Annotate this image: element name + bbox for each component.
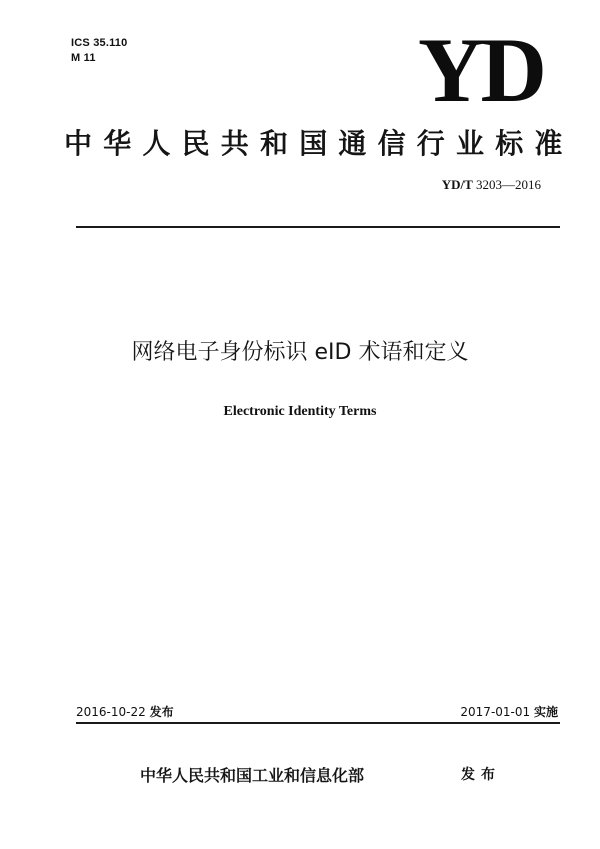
standard-prefix: YD/T [441, 177, 473, 192]
issue-date-suffix: 发布 [149, 705, 174, 719]
issue-date: 2016-10-22 [76, 705, 146, 719]
bottom-divider [76, 722, 560, 724]
implementation-date: 2017-01-01 [460, 705, 531, 719]
standard-number: 3203—2016 [476, 177, 541, 192]
ics-code: ICS 35.110 [71, 37, 128, 49]
standard-code [442, 177, 541, 193]
yd-logo: YD [418, 19, 543, 121]
issue-date-line [76, 703, 174, 720]
top-divider [76, 226, 560, 228]
classification-codes [71, 36, 127, 66]
category-code: M 11 [71, 52, 96, 64]
document-title-chinese: 网络电子身份标识 eID 术语和定义 [131, 340, 469, 365]
issuing-authority: 中华人民共和国工业和信息化部 [140, 766, 365, 785]
implementation-date-line [460, 703, 558, 720]
standard-category-name: 中华人民共和国通信行业标准 [64, 127, 574, 160]
document-title-english: Electronic Identity Terms [223, 404, 377, 419]
implementation-date-suffix: 实施 [533, 705, 558, 719]
issue-label: 发布 [461, 767, 501, 783]
